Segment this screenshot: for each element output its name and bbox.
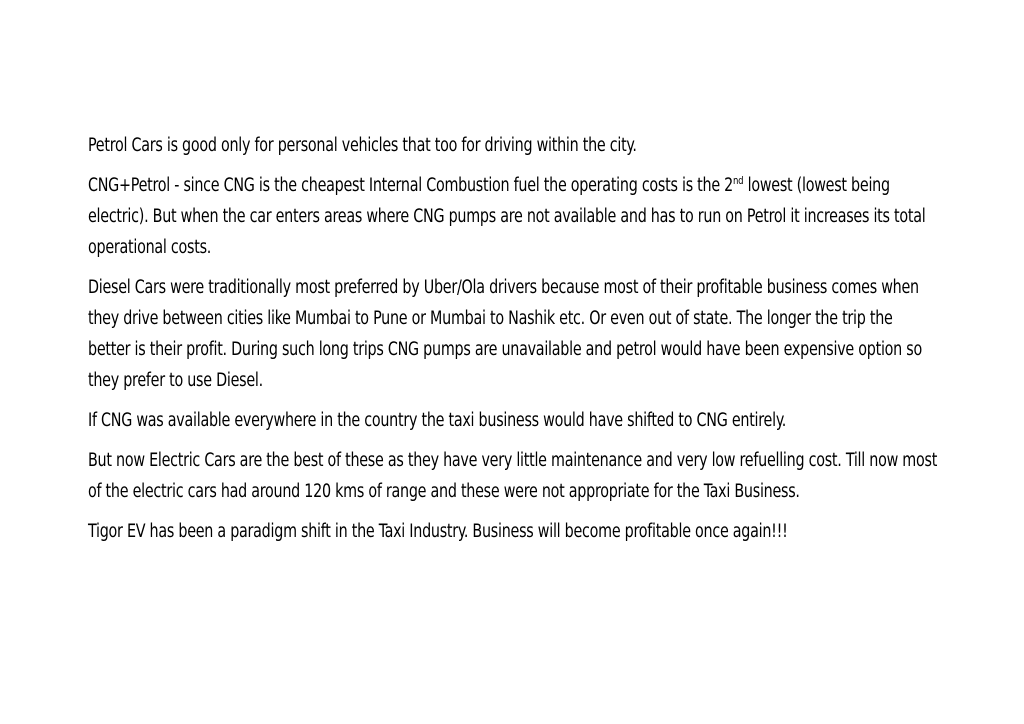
ordinal-superscript: nd bbox=[733, 174, 744, 187]
document-body bbox=[88, 130, 938, 556]
paragraph-cng-availability: If CNG was available everywhere in the country the taxi business would have shifted to CNG entirely. bbox=[88, 410, 787, 431]
paragraph-electric-cars: But now Electric Cars are the best of these as they have very little maintenance and very low refuelling cost. Till now most of the electric cars had around 120 kms of range and these were not appropriate for the Taxi Business. bbox=[88, 450, 938, 502]
paragraph-cng-petrol bbox=[88, 170, 938, 263]
paragraph-diesel-cars: Diesel Cars were traditionally most preferred by Uber/Ola drivers because most of their profitable business comes when they drive between cities like Mumbai to Pune or Mumbai to Nashik etc. Or even out of state. The longer the trip the better is their profit. During such long trips CNG pumps are unavailable and petrol would have been expensive option so they prefer to use Diesel. bbox=[88, 277, 922, 391]
paragraph-petrol-cars: Petrol Cars is good only for personal vehicles that too for driving within the city. bbox=[88, 135, 637, 156]
paragraph-cng-petrol-text: CNG+Petrol - since CNG is the cheapest Internal Combustion fuel the operating costs is the 2 bbox=[88, 175, 734, 196]
paragraph-tigor-ev: Tigor EV has been a paradigm shift in the Taxi Industry. Business will become profitable once again!!! bbox=[88, 521, 788, 542]
paragraph-cng-petrol-text-cont: lowest (lowest being electric). But when the car enters areas where CNG pumps are not available and has to run on Petrol it increases its total operational costs. bbox=[88, 175, 926, 258]
